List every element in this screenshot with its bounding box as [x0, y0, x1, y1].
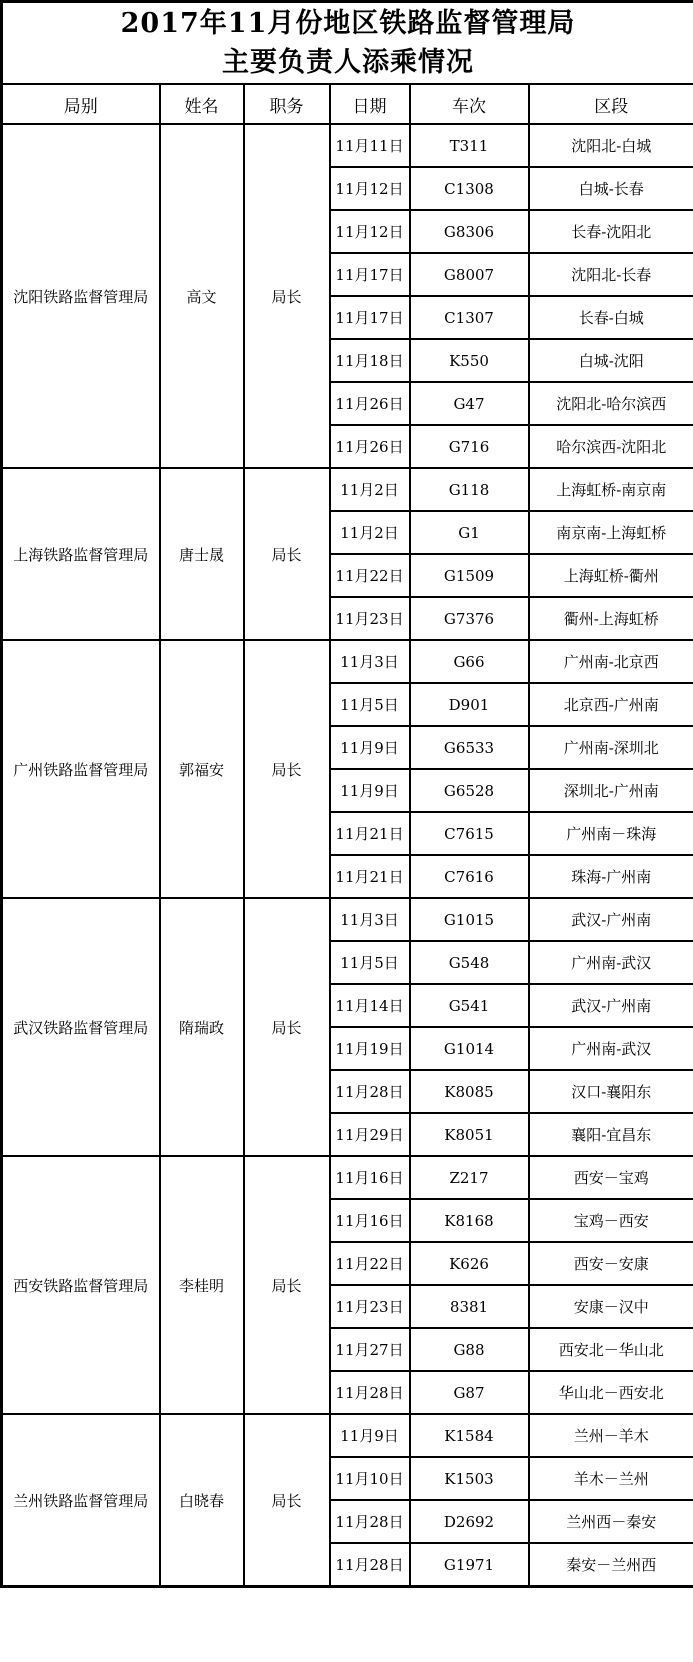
date-cell: 11月28日 [330, 1500, 410, 1543]
title-row [2, 2, 693, 85]
train-cell: D2692 [410, 1500, 529, 1543]
section-cell: 襄阳-宜昌东 [529, 1113, 693, 1156]
section-cell: 安康－汉中 [529, 1285, 693, 1328]
train-cell: K8085 [410, 1070, 529, 1113]
date-cell: 11月19日 [330, 1027, 410, 1070]
date-cell: 11月18日 [330, 339, 410, 382]
date-cell: 11月9日 [330, 726, 410, 769]
person-cell: 郭福安 [160, 640, 244, 898]
train-cell: G118 [410, 468, 529, 511]
section-cell: 西安北－华山北 [529, 1328, 693, 1371]
train-cell: K1503 [410, 1457, 529, 1500]
date-cell: 11月17日 [330, 296, 410, 339]
section-cell: 广州南－珠海 [529, 812, 693, 855]
section-cell: 上海虹桥-衢州 [529, 554, 693, 597]
person-cell: 高文 [160, 124, 244, 468]
date-cell: 11月28日 [330, 1070, 410, 1113]
position-cell: 局长 [244, 640, 330, 898]
train-cell: 8381 [410, 1285, 529, 1328]
bureau-cell: 广州铁路监督管理局 [2, 640, 160, 898]
column-header-name: 姓名 [160, 84, 244, 124]
date-cell: 11月28日 [330, 1543, 410, 1587]
date-cell: 11月23日 [330, 597, 410, 640]
table-row [2, 1414, 693, 1457]
position-cell: 局长 [244, 1156, 330, 1414]
section-cell: 沈阳北-哈尔滨西 [529, 382, 693, 425]
person-cell: 白晓春 [160, 1414, 244, 1587]
date-cell: 11月5日 [330, 683, 410, 726]
date-cell: 11月28日 [330, 1371, 410, 1414]
date-cell: 11月27日 [330, 1328, 410, 1371]
date-cell: 11月22日 [330, 1242, 410, 1285]
section-cell: 西安－安康 [529, 1242, 693, 1285]
train-cell: G8306 [410, 210, 529, 253]
section-cell: 兰州西－秦安 [529, 1500, 693, 1543]
bureau-cell: 兰州铁路监督管理局 [2, 1414, 160, 1587]
section-cell: 广州南-武汉 [529, 1027, 693, 1070]
train-cell: T311 [410, 124, 529, 167]
section-cell: 西安－宝鸡 [529, 1156, 693, 1199]
train-cell: G8007 [410, 253, 529, 296]
train-cell: G1509 [410, 554, 529, 597]
train-cell: G87 [410, 1371, 529, 1414]
column-header-bureau: 局别 [2, 84, 160, 124]
train-cell: C1308 [410, 167, 529, 210]
table-row [2, 898, 693, 941]
section-cell: 汉口-襄阳东 [529, 1070, 693, 1113]
section-cell: 白城-长春 [529, 167, 693, 210]
section-cell: 武汉-广州南 [529, 984, 693, 1027]
table-row [2, 640, 693, 683]
bureau-cell: 上海铁路监督管理局 [2, 468, 160, 640]
train-cell: G1 [410, 511, 529, 554]
section-cell: 沈阳北-白城 [529, 124, 693, 167]
date-cell: 11月26日 [330, 382, 410, 425]
section-cell: 深圳北-广州南 [529, 769, 693, 812]
date-cell: 11月10日 [330, 1457, 410, 1500]
section-cell: 武汉-广州南 [529, 898, 693, 941]
person-cell: 隋瑞政 [160, 898, 244, 1156]
train-cell: K1584 [410, 1414, 529, 1457]
train-cell: C7615 [410, 812, 529, 855]
date-cell: 11月12日 [330, 167, 410, 210]
date-cell: 11月2日 [330, 468, 410, 511]
date-cell: 11月3日 [330, 640, 410, 683]
train-cell: G1014 [410, 1027, 529, 1070]
bureau-cell: 西安铁路监督管理局 [2, 1156, 160, 1414]
date-cell: 11月21日 [330, 855, 410, 898]
bureau-cell: 沈阳铁路监督管理局 [2, 124, 160, 468]
person-cell: 李桂明 [160, 1156, 244, 1414]
table-row [2, 124, 693, 167]
date-cell: 11月21日 [330, 812, 410, 855]
table-row [2, 468, 693, 511]
page-title-line2: 主要负责人添乘情况 [222, 47, 474, 78]
date-cell: 11月12日 [330, 210, 410, 253]
section-cell: 羊木－兰州 [529, 1457, 693, 1500]
bureau-cell: 武汉铁路监督管理局 [2, 898, 160, 1156]
position-cell: 局长 [244, 468, 330, 640]
date-cell: 11月22日 [330, 554, 410, 597]
position-cell: 局长 [244, 1414, 330, 1587]
section-cell: 宝鸡－西安 [529, 1199, 693, 1242]
train-cell: G541 [410, 984, 529, 1027]
header-row [2, 84, 693, 124]
train-cell: C7616 [410, 855, 529, 898]
section-cell: 华山北－西安北 [529, 1371, 693, 1414]
train-cell: C1307 [410, 296, 529, 339]
column-header-train: 车次 [410, 84, 529, 124]
train-cell: G66 [410, 640, 529, 683]
date-cell: 11月2日 [330, 511, 410, 554]
section-cell: 白城-沈阳 [529, 339, 693, 382]
section-cell: 南京南-上海虹桥 [529, 511, 693, 554]
train-cell: G6533 [410, 726, 529, 769]
section-cell: 广州南-深圳北 [529, 726, 693, 769]
table-body [2, 124, 693, 1587]
train-cell: K8051 [410, 1113, 529, 1156]
table-row [2, 1156, 693, 1199]
date-cell: 11月16日 [330, 1156, 410, 1199]
section-cell: 上海虹桥-南京南 [529, 468, 693, 511]
train-cell: K550 [410, 339, 529, 382]
person-cell: 唐士晟 [160, 468, 244, 640]
train-cell: G548 [410, 941, 529, 984]
train-cell: G1015 [410, 898, 529, 941]
date-cell: 11月26日 [330, 425, 410, 468]
date-cell: 11月14日 [330, 984, 410, 1027]
section-cell: 广州南-北京西 [529, 640, 693, 683]
train-cell: G7376 [410, 597, 529, 640]
date-cell: 11月5日 [330, 941, 410, 984]
column-header-position: 职务 [244, 84, 330, 124]
date-cell: 11月23日 [330, 1285, 410, 1328]
date-cell: 11月11日 [330, 124, 410, 167]
section-cell: 衢州-上海虹桥 [529, 597, 693, 640]
train-cell: G716 [410, 425, 529, 468]
page-title-line1: 2017年11月份地区铁路监督管理局 [120, 7, 576, 39]
section-cell: 长春-沈阳北 [529, 210, 693, 253]
train-cell: K8168 [410, 1199, 529, 1242]
position-cell: 局长 [244, 898, 330, 1156]
section-cell: 沈阳北-长春 [529, 253, 693, 296]
section-cell: 长春-白城 [529, 296, 693, 339]
date-cell: 11月3日 [330, 898, 410, 941]
date-cell: 11月9日 [330, 769, 410, 812]
column-header-section: 区段 [529, 84, 693, 124]
date-cell: 11月29日 [330, 1113, 410, 1156]
date-cell: 11月9日 [330, 1414, 410, 1457]
train-cell: K626 [410, 1242, 529, 1285]
section-cell: 兰州－羊木 [529, 1414, 693, 1457]
date-cell: 11月17日 [330, 253, 410, 296]
section-cell: 秦安－兰州西 [529, 1543, 693, 1587]
section-cell: 哈尔滨西-沈阳北 [529, 425, 693, 468]
section-cell: 北京西-广州南 [529, 683, 693, 726]
train-cell: G1971 [410, 1543, 529, 1587]
column-header-date: 日期 [330, 84, 410, 124]
section-cell: 广州南-武汉 [529, 941, 693, 984]
train-cell: G88 [410, 1328, 529, 1371]
section-cell: 珠海-广州南 [529, 855, 693, 898]
train-cell: D901 [410, 683, 529, 726]
position-cell: 局长 [244, 124, 330, 468]
page-title [2, 2, 693, 85]
train-cell: G6528 [410, 769, 529, 812]
train-cell: Z217 [410, 1156, 529, 1199]
date-cell: 11月16日 [330, 1199, 410, 1242]
train-cell: G47 [410, 382, 529, 425]
